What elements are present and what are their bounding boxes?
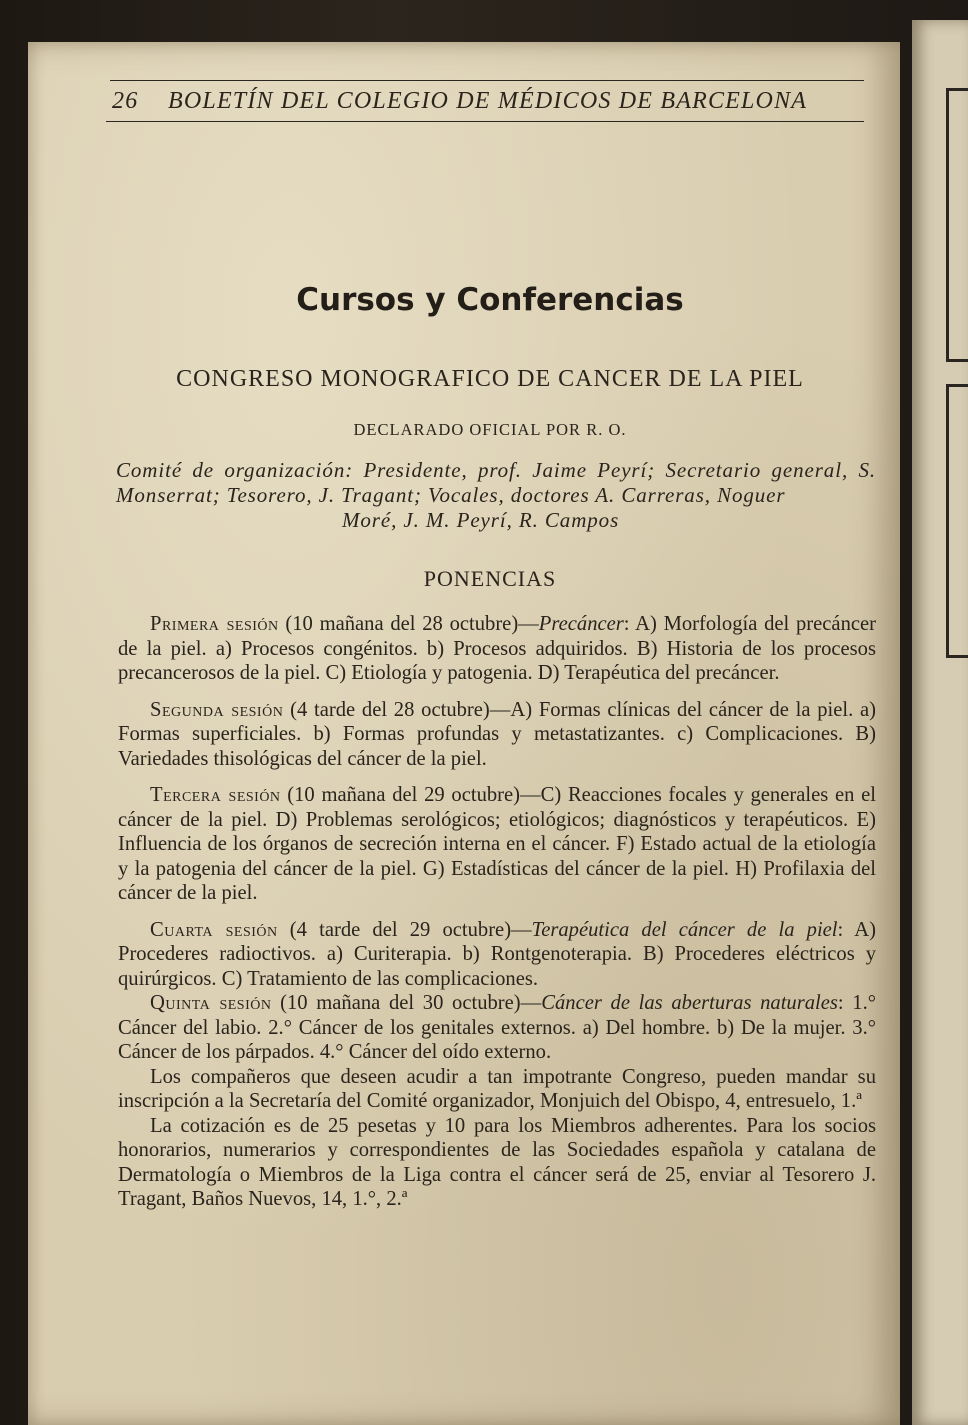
header-bottom-rule <box>106 121 864 122</box>
session-contents: : A) Procederes radioctivos. a) Curiterapia. b) Rontgenoterapia. B) Procederes eléctricos y quirúrgicos. C) Tratamiento de las complicaciones. <box>118 918 877 990</box>
session-topic: Terapéutica del cáncer de la piel <box>531 918 838 941</box>
session-topic: Precáncer <box>538 613 624 635</box>
session-paragraph-2 <box>118 698 876 772</box>
running-head <box>112 88 864 120</box>
journal-title: BOLETÍN DEL COLEGIO DE MÉDICOS DE BARCELONA <box>168 88 808 114</box>
session-paragraph-1 <box>118 612 876 686</box>
header-top-rule <box>110 80 864 81</box>
session-contents: C) Reacciones focales y generales en el cáncer de la piel. D) Problemas serológicos; etiológicos; diagnósticos y terapéuticos. E) Influencia de los órganos de secreción interna en el cáncer. F) Estado actual de la etiología y la patogenia del cáncer de la piel. G) Estadísticas del cáncer de la piel. H) Profilaxia del cáncer de la piel. <box>118 784 876 904</box>
declared-official-line: DECLARADO OFICIAL POR R. O. <box>353 420 627 439</box>
session-time: (4 tarde del 29 octubre)— <box>277 918 532 941</box>
committee-line-3: Moré, J. M. Peyrí, R. Campos <box>342 508 620 532</box>
organizing-committee <box>116 458 876 533</box>
session-topic: Cáncer de las aberturas naturales <box>541 992 838 1014</box>
article-body <box>118 612 876 1212</box>
section-title: Cursos y Conferencias <box>296 282 684 318</box>
page-number: 26 <box>112 88 139 114</box>
session-lead: Tercera sesión <box>150 784 281 806</box>
session-lead: Segunda sesión <box>150 698 284 721</box>
session-paragraph-4 <box>118 918 876 992</box>
session-time: (10 mañana del 29 octubre)— <box>280 784 541 806</box>
session-paragraph-3 <box>118 783 876 906</box>
closing-paragraph-1: Los compañeros que deseen acudir a tan impotrante Congreso, pueden mandar su inscripción a la Secretaría del Comité organizador, Monjuich del Obispo, 4, entresuelo, 1.ª <box>118 1065 876 1112</box>
congress-title: CONGRESO MONOGRAFICO DE CANCER DE LA PIEL <box>176 366 804 392</box>
session-contents: A) Formas clínicas del cáncer de la piel. a) Formas superficiales. b) Formas profundas y metastatizantes. c) Complicaciones. B) Variedades thisológicas del cáncer de la piel. <box>118 698 876 770</box>
session-lead: Quinta sesión <box>150 992 272 1014</box>
session-paragraph-5 <box>118 991 876 1065</box>
committee-line-2: S. Monserrat; Tesorero, J. Tragant; Vocales, doctores A. Carreras, Noguer <box>116 458 876 507</box>
session-lead: Cuarta sesión <box>150 918 278 941</box>
session-time: (10 mañana del 30 octubre)— <box>271 992 542 1014</box>
session-lead: Primera sesión <box>150 613 279 635</box>
adjacent-page-frame-top <box>946 88 968 362</box>
closing-paragraph-2: La cotización es de 25 pesetas y 10 para los Miembros adherentes. Para los socios honorarios, numerarios y correspondientes de las Sociedades española y catalana de Dermatología o Miembros de la Liga contra el cáncer será de 25, enviar al Tesorero J. Tragant, Baños Nuevos, 14, 1.°, 2.ª <box>118 1114 876 1210</box>
session-contents: : 1.° Cáncer del labio. 2.° Cáncer de los genitales externos. a) Del hombre. b) De la mujer. 3.° Cáncer de los párpados. 4.° Cáncer del oído externo. <box>118 992 876 1063</box>
session-time: (10 mañana del 28 octubre)— <box>278 613 539 635</box>
committee-line-1: Comité de organización: Presidente, prof. Jaime Peyrí; Secretario general, <box>116 458 849 482</box>
ponencias-heading: PONENCIAS <box>423 566 557 591</box>
session-contents: : A) Morfología del precáncer de la piel. a) Procesos congénitos. b) Procesos adquiridos. B) Historia de los procesos precancerosos de la piel. C) Etiología y patogenia. D) Terapéutica del precáncer. <box>118 613 877 684</box>
session-time: (4 tarde del 28 octubre)— <box>283 698 511 721</box>
adjacent-page-frame-bottom <box>946 384 968 658</box>
